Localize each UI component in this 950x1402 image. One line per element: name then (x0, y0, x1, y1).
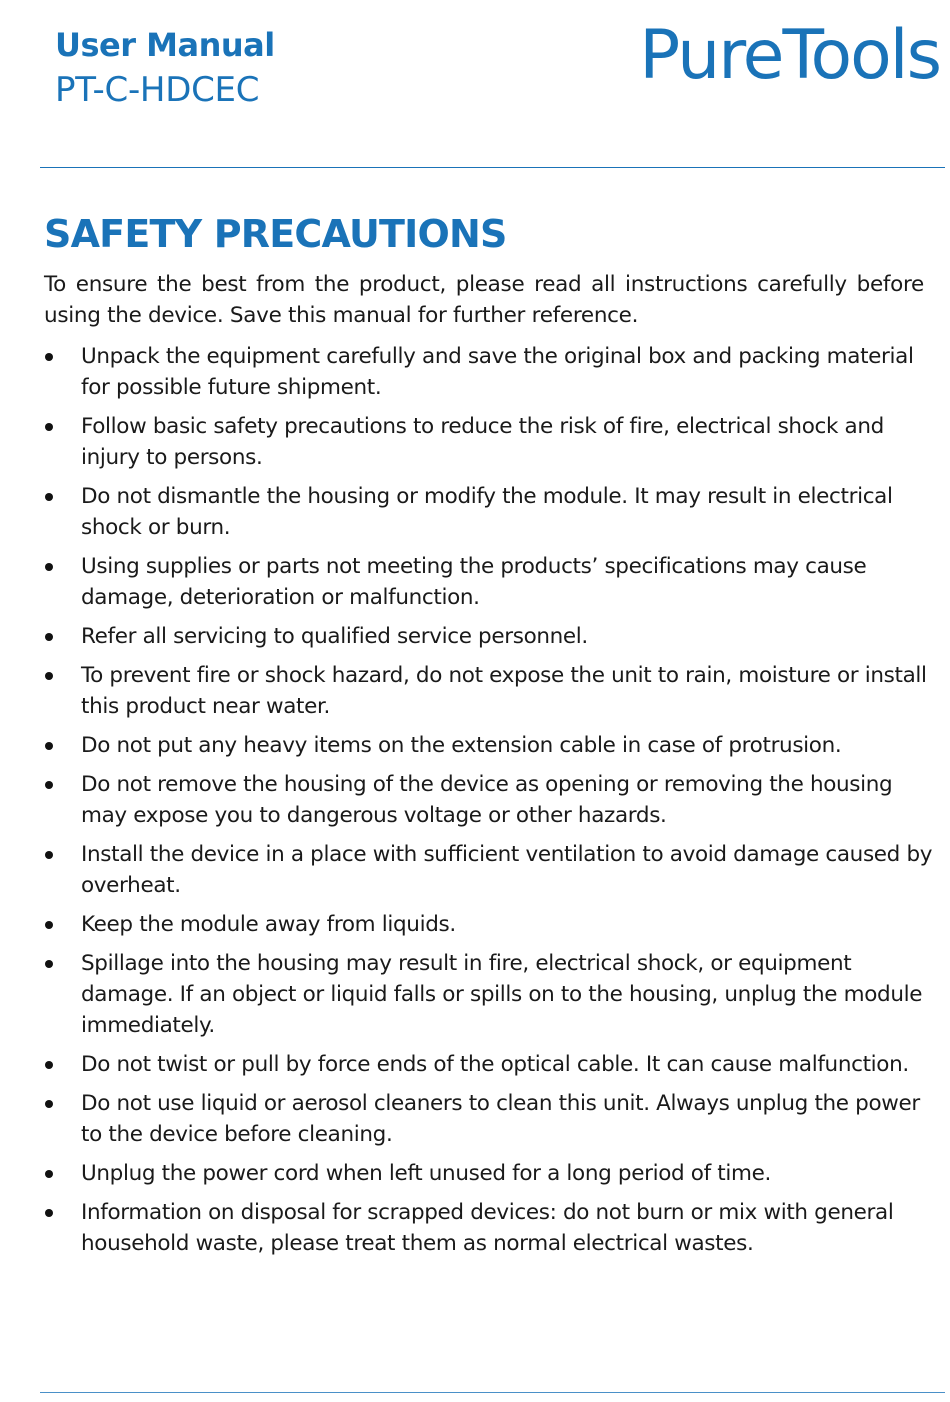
list-item (44, 730, 944, 761)
list-item (44, 769, 944, 831)
list-item-text: Follow basic safety precautions to reduce the risk of fire, electrical shock and injury to persons. (81, 414, 884, 470)
header-model: PT-C-HDCEC (55, 70, 260, 110)
list-item (44, 1197, 944, 1259)
list-item-text: Keep the module away from liquids. (81, 912, 456, 937)
bullet-icon (45, 423, 53, 431)
bullet-icon (45, 1100, 53, 1108)
list-item-text: Unpack the equipment carefully and save the original box and packing material for possible future shipment. (81, 344, 914, 400)
bullet-icon (45, 1170, 53, 1178)
bullet-icon (45, 493, 53, 501)
list-item (44, 481, 944, 543)
list-item-text: To prevent fire or shock hazard, do not expose the unit to rain, moisture or install this product near water. (81, 663, 927, 719)
brand-logo: PureTools (639, 16, 940, 95)
bullet-icon (45, 851, 53, 859)
list-item (44, 551, 944, 613)
list-item-text: Do not remove the housing of the device as opening or removing the housing may expose you to dangerous voltage or other hazards. (81, 772, 893, 828)
list-item-text: Install the device in a place with sufficient ventilation to avoid damage caused by overheat. (81, 842, 933, 898)
list-item (44, 1158, 944, 1189)
bullet-icon (45, 563, 53, 571)
list-item-text: Do not dismantle the housing or modify the module. It may result in electrical shock or burn. (81, 484, 893, 540)
list-item-text: Spillage into the housing may result in fire, electrical shock, or equipment damage. If an object or liquid falls or spills on to the housing, unplug the module immediately. (81, 951, 923, 1038)
list-item-text: Unplug the power cord when left unused for a long period of time. (81, 1161, 771, 1186)
list-item (44, 1049, 944, 1080)
bullet-icon (45, 1061, 53, 1069)
list-item (44, 660, 944, 722)
list-item-text: Do not put any heavy items on the extension cable in case of protrusion. (81, 733, 842, 758)
section-title: SAFETY PRECAUTIONS (44, 212, 507, 256)
list-item (44, 621, 944, 652)
list-item (44, 1088, 944, 1150)
header-divider (40, 167, 945, 168)
bullet-icon (45, 633, 53, 641)
bullet-icon (45, 353, 53, 361)
bullet-icon (45, 672, 53, 680)
list-item-text: Using supplies or parts not meeting the products’ specifications may cause damage, deterioration or malfunction. (81, 554, 867, 610)
list-item-text: Refer all servicing to qualified service personnel. (81, 624, 588, 649)
bullet-icon (45, 742, 53, 750)
list-item-text: Do not use liquid or aerosol cleaners to clean this unit. Always unplug the power to the device before cleaning. (81, 1091, 920, 1147)
list-item (44, 909, 944, 940)
header-title: User Manual (55, 26, 275, 64)
safety-list (44, 341, 944, 1267)
list-item-text: Do not twist or pull by force ends of the optical cable. It can cause malfunction. (81, 1052, 909, 1077)
list-item-text: Information on disposal for scrapped devices: do not burn or mix with general household waste, please treat them as normal electrical wastes. (81, 1200, 894, 1256)
bullet-icon (45, 1209, 53, 1217)
bullet-icon (45, 921, 53, 929)
list-item (44, 948, 944, 1041)
list-item (44, 411, 944, 473)
footer-divider (40, 1392, 945, 1393)
bullet-icon (45, 960, 53, 968)
intro-paragraph: To ensure the best from the product, please read all instructions carefully before using the device. Save this manual for further reference. (44, 272, 924, 328)
list-item (44, 341, 944, 403)
bullet-icon (45, 781, 53, 789)
list-item (44, 839, 944, 901)
